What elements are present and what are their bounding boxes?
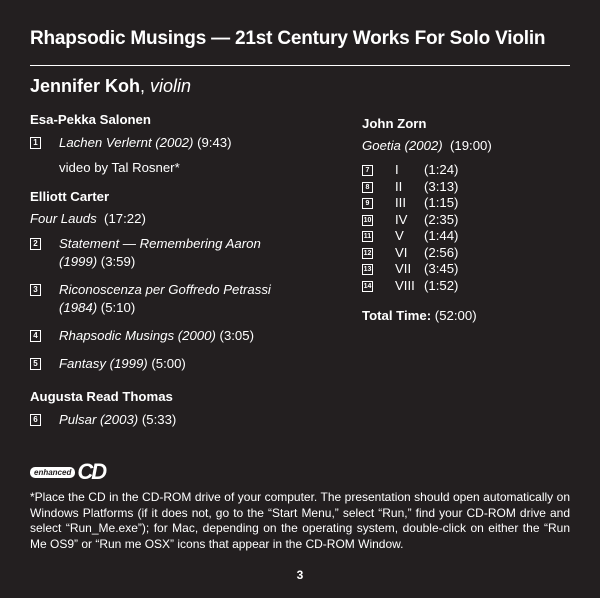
track-number-icon: 12 [363,249,372,257]
track-12 [362,245,572,262]
track-number-icon: 5 [30,358,41,370]
page-number: 3 [296,568,304,582]
work-title: Four Lauds [30,211,97,226]
movement-list [362,162,572,294]
track-number-icon: 6 [30,414,41,426]
track-number-icon: 8 [362,182,373,193]
track-4 [30,327,330,345]
work-goetia [362,138,572,153]
track-title: Lachen Verlernt (2002) [59,135,194,150]
track-number-icon: 14 [363,282,372,290]
enhanced-cd-logo-small: enhanced [30,467,75,478]
track-title: Pulsar (2003) [59,412,139,427]
track-11 [362,228,572,245]
total-time-label: Total Time: [362,308,432,323]
track-7 [362,162,572,179]
track-time: (1:24) [424,162,459,177]
total-time [362,308,572,323]
track-14 [362,278,572,295]
composer-zorn: John Zorn [362,116,427,131]
track-time: (1:52) [424,277,459,293]
track-time: (3:13) [424,178,459,194]
movement-numeral: I [395,162,399,177]
track-time: (5:33) [141,412,177,427]
track-13 [362,261,572,278]
track-1 [30,134,330,152]
track-time: (5:00) [151,356,186,371]
track-number-icon: 3 [30,284,41,296]
composer-thomas: Augusta Read Thomas [30,389,173,404]
total-time-value: (52:00) [434,308,477,323]
movement-numeral: II [395,178,403,194]
title-divider [30,65,570,66]
track-6 [30,411,330,429]
track-time: (2:56) [424,244,459,260]
work-title: Goetia (2002) [362,138,443,153]
track-title: Rhapsodic Musings (2000) [59,328,216,343]
track-time: (3:45) [424,261,459,276]
enhanced-cd-logo-big: CD [77,459,106,484]
work-time: (17:22) [104,211,146,226]
performer: Jennifer Koh, violin [30,76,192,96]
track-title: Riconoscenza per Goffredo Petrassi (1984) [59,282,271,315]
track-time: (1:44) [424,228,459,243]
movement-numeral: VI [395,244,408,260]
enhanced-cd-logo [30,459,105,485]
work-four-lauds [30,211,330,226]
track-time: (3:59) [100,254,136,269]
work-time: (19:00) [449,138,492,153]
performer-instrument: violin [150,76,192,96]
track-time: (5:10) [100,300,136,315]
track-number-icon: 4 [30,330,41,342]
composer-carter: Elliott Carter [30,189,110,204]
track-number-icon: 11 [363,233,372,240]
track-number-icon: 9 [362,198,373,209]
track-number-icon: 13 [363,266,372,273]
track-3 [30,281,289,317]
track-2 [30,235,279,271]
performer-name: Jennifer Koh [30,76,141,96]
movement-numeral: V [395,228,404,243]
track-number-icon: 1 [30,137,41,149]
track-9 [362,195,572,212]
video-credit: video by Tal Rosner* [59,160,180,175]
movement-numeral: VIII [395,277,415,293]
track-time: (1:15) [424,195,459,210]
track-title: Statement — Remembering Aaron (1999) [59,236,261,269]
track-time: (3:05) [219,328,254,343]
track-time: (2:35) [424,211,459,227]
track-number-icon: 2 [30,238,41,250]
right-column [362,116,572,323]
movement-numeral: III [395,195,406,210]
track-time: (9:43) [197,135,232,150]
left-column [30,112,330,439]
composer-salonen: Esa-Pekka Salonen [30,112,151,127]
track-number-icon: 7 [362,165,373,176]
track-8 [362,179,572,196]
track-5 [30,355,330,373]
movement-numeral: VII [395,261,412,276]
movement-numeral: IV [395,211,408,227]
track-number-icon: 10 [363,216,372,224]
cd-rom-instructions: *Place the CD in the CD-ROM drive of your computer. The presentation should open automatically on Windows Platforms (if it does not, go to the “Start Menu,” select “Run,” find your CD-ROM drive and select “Run_Me.exe”); for Mac, depending on the operating system, double-click on either the “Run Me OS9” or “Run me OSX” icons that appear in the CD-ROM Window. [30,490,570,551]
page-title: Rhapsodic Musings — 21st Century Works For Solo Violin [30,28,546,49]
track-10 [362,212,572,229]
track-title: Fantasy (1999) [59,356,148,371]
